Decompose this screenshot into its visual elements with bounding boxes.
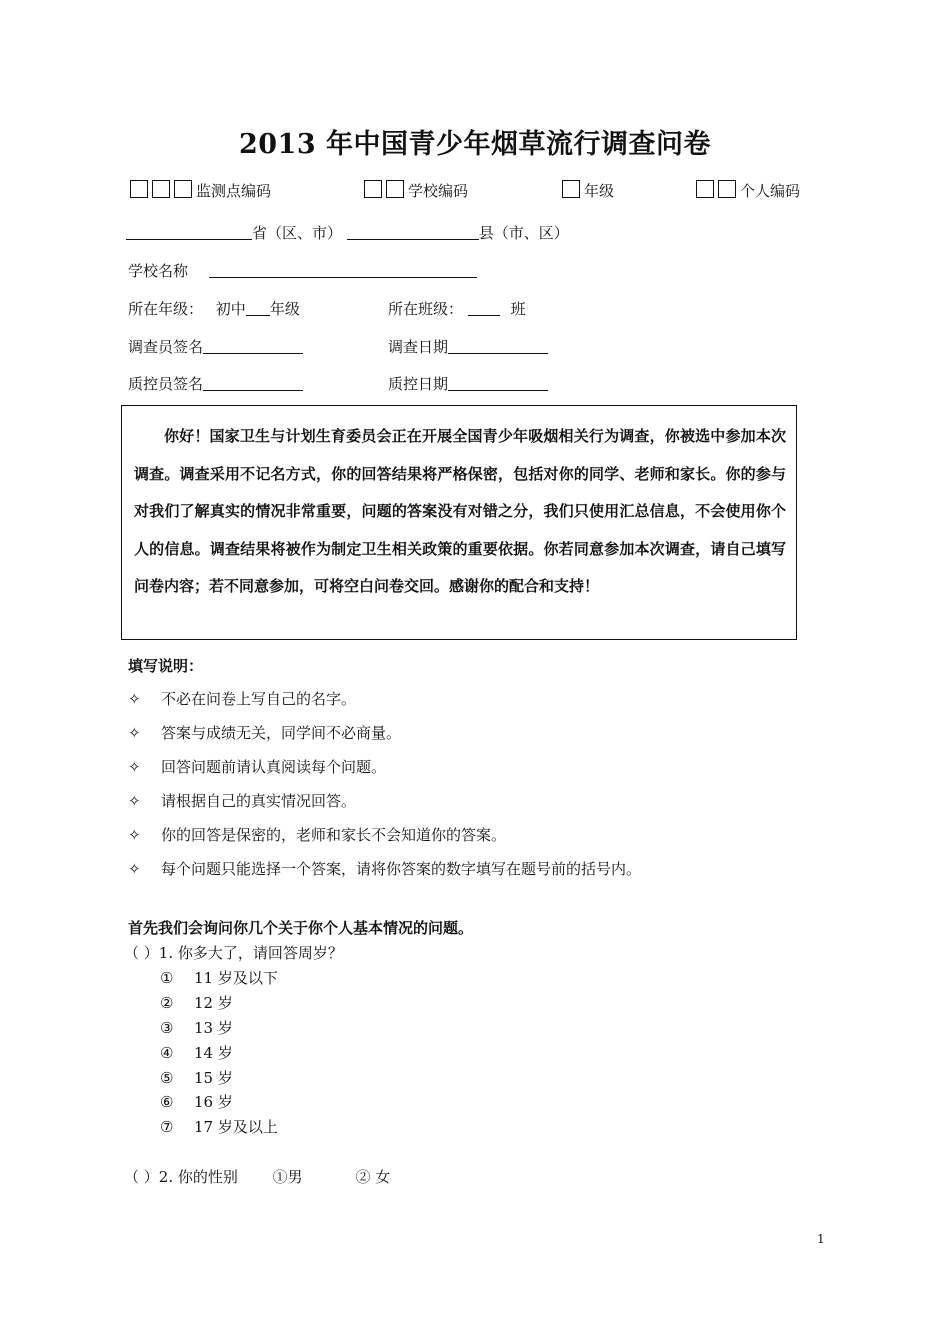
code-box[interactable] bbox=[696, 180, 714, 198]
class-row bbox=[388, 298, 526, 319]
star-bullet-icon: ✧ bbox=[128, 860, 141, 878]
grade-row bbox=[128, 298, 300, 319]
code-box[interactable] bbox=[364, 180, 382, 198]
site-code-label: 监测点编码 bbox=[196, 182, 272, 200]
option-item: ③ 13 岁 bbox=[160, 1019, 233, 1037]
surveyor-sign-input[interactable] bbox=[203, 337, 303, 354]
option-male: ①男 bbox=[272, 1168, 303, 1186]
county-label: 县（市、区） bbox=[478, 224, 569, 242]
code-box[interactable] bbox=[152, 180, 170, 198]
option-item: ② 12 岁 bbox=[160, 994, 233, 1012]
school-name-input[interactable] bbox=[209, 261, 477, 278]
personal-code-field[interactable] bbox=[696, 180, 800, 201]
option-item: ④ 14 岁 bbox=[160, 1044, 233, 1062]
star-bullet-icon: ✧ bbox=[128, 690, 141, 708]
school-name-row bbox=[128, 260, 477, 281]
survey-date-label: 调查日期 bbox=[388, 338, 449, 356]
county-input[interactable] bbox=[347, 223, 479, 240]
qc-date-input[interactable] bbox=[448, 374, 548, 391]
grade-input[interactable] bbox=[246, 299, 270, 316]
grade-suffix: 年级 bbox=[269, 300, 300, 318]
answer-paren[interactable]: （ ） bbox=[124, 1168, 159, 1186]
instruction-item: ✧ 答案与成绩无关，同学间不必商量。 bbox=[128, 724, 402, 742]
consent-notice-box bbox=[121, 405, 797, 640]
question-text: 2. 你的性别 bbox=[158, 1168, 238, 1186]
star-bullet-icon: ✧ bbox=[128, 724, 141, 742]
grade-prefix: 初中 bbox=[215, 300, 246, 318]
province-label: 省（区、市） bbox=[252, 224, 343, 242]
survey-date-row bbox=[388, 336, 548, 357]
code-box[interactable] bbox=[174, 180, 192, 198]
code-box[interactable] bbox=[130, 180, 148, 198]
option-item: ⑦ 17 岁及以上 bbox=[160, 1118, 278, 1136]
option-item: ⑥ 16 岁 bbox=[160, 1093, 233, 1111]
class-input[interactable] bbox=[468, 299, 500, 316]
class-suffix: 班 bbox=[510, 300, 526, 318]
grade-code-field[interactable] bbox=[562, 180, 614, 201]
qc-date-label: 质控日期 bbox=[388, 375, 449, 393]
qc-sign-label: 质控员签名 bbox=[128, 375, 204, 393]
school-code-field[interactable] bbox=[364, 180, 468, 201]
star-bullet-icon: ✧ bbox=[128, 758, 141, 776]
instruction-item: ✧ 请根据自己的真实情况回答。 bbox=[128, 792, 357, 810]
option-item: ① 11 岁及以下 bbox=[160, 969, 278, 987]
consent-notice-text: 你好！国家卫生与计划生育委员会正在开展全国青少年吸烟相关行为调查，你被选中参加本次调查。调查采用不记名方式，你的回答结果将严格保密，包括对你的同学、老师和家长。你的参与对我们了解真实的情况非常重要，问题的答案没有对错之分，我们只使用汇总信息，不会使用你个人的信息。调查结果将被作为制定卫生相关政策的重要依据。你若同意参加本次调查，请自己填写问卷内容；若不同意参加，可将空白问卷交回。感谢你的配合和支持！ bbox=[134, 427, 786, 595]
code-box[interactable] bbox=[718, 180, 736, 198]
grade-code-label: 年级 bbox=[584, 182, 615, 200]
instruction-item: ✧ 你的回答是保密的，老师和家长不会知道你的答案。 bbox=[128, 826, 507, 844]
question-text: 1. 你多大了，请回答周岁？ bbox=[158, 944, 343, 962]
qc-date-row bbox=[388, 373, 548, 394]
school-name-label: 学校名称 bbox=[128, 262, 189, 280]
section-intro: 首先我们会询问你几个关于你个人基本情况的问题。 bbox=[128, 919, 474, 937]
code-box[interactable] bbox=[562, 180, 580, 198]
star-bullet-icon: ✧ bbox=[128, 792, 141, 810]
instructions-title: 填写说明： bbox=[128, 657, 204, 675]
instruction-item: ✧ 回答问题前请认真阅读每个问题。 bbox=[128, 758, 387, 776]
page-title: 2013 年中国青少年烟草流行调查问卷 bbox=[238, 129, 712, 160]
qc-sign-input[interactable] bbox=[203, 374, 303, 391]
question-2 bbox=[124, 1166, 390, 1187]
surveyor-sign-row bbox=[128, 336, 303, 357]
question-1 bbox=[124, 942, 343, 963]
star-bullet-icon: ✧ bbox=[128, 826, 141, 844]
code-box[interactable] bbox=[386, 180, 404, 198]
instruction-item: ✧ 不必在问卷上写自己的名字。 bbox=[128, 690, 357, 708]
personal-code-label: 个人编码 bbox=[740, 182, 801, 200]
surveyor-sign-label: 调查员签名 bbox=[128, 338, 204, 356]
instruction-item: ✧ 每个问题只能选择一个答案，请将你答案的数字填写在题号前的括号内。 bbox=[128, 860, 642, 878]
page-number: 1 bbox=[817, 1232, 825, 1246]
grade-label: 所在年级： bbox=[128, 300, 204, 318]
qc-sign-row bbox=[128, 373, 303, 394]
option-female: ② 女 bbox=[355, 1168, 391, 1186]
site-code-field[interactable] bbox=[130, 180, 271, 201]
survey-date-input[interactable] bbox=[448, 337, 548, 354]
class-label: 所在班级： bbox=[388, 300, 464, 318]
school-code-label: 学校编码 bbox=[408, 182, 469, 200]
location-row bbox=[126, 222, 569, 243]
option-item: ⑤ 15 岁 bbox=[160, 1069, 233, 1087]
answer-paren[interactable]: （ ） bbox=[124, 944, 159, 962]
province-input[interactable] bbox=[126, 223, 252, 240]
